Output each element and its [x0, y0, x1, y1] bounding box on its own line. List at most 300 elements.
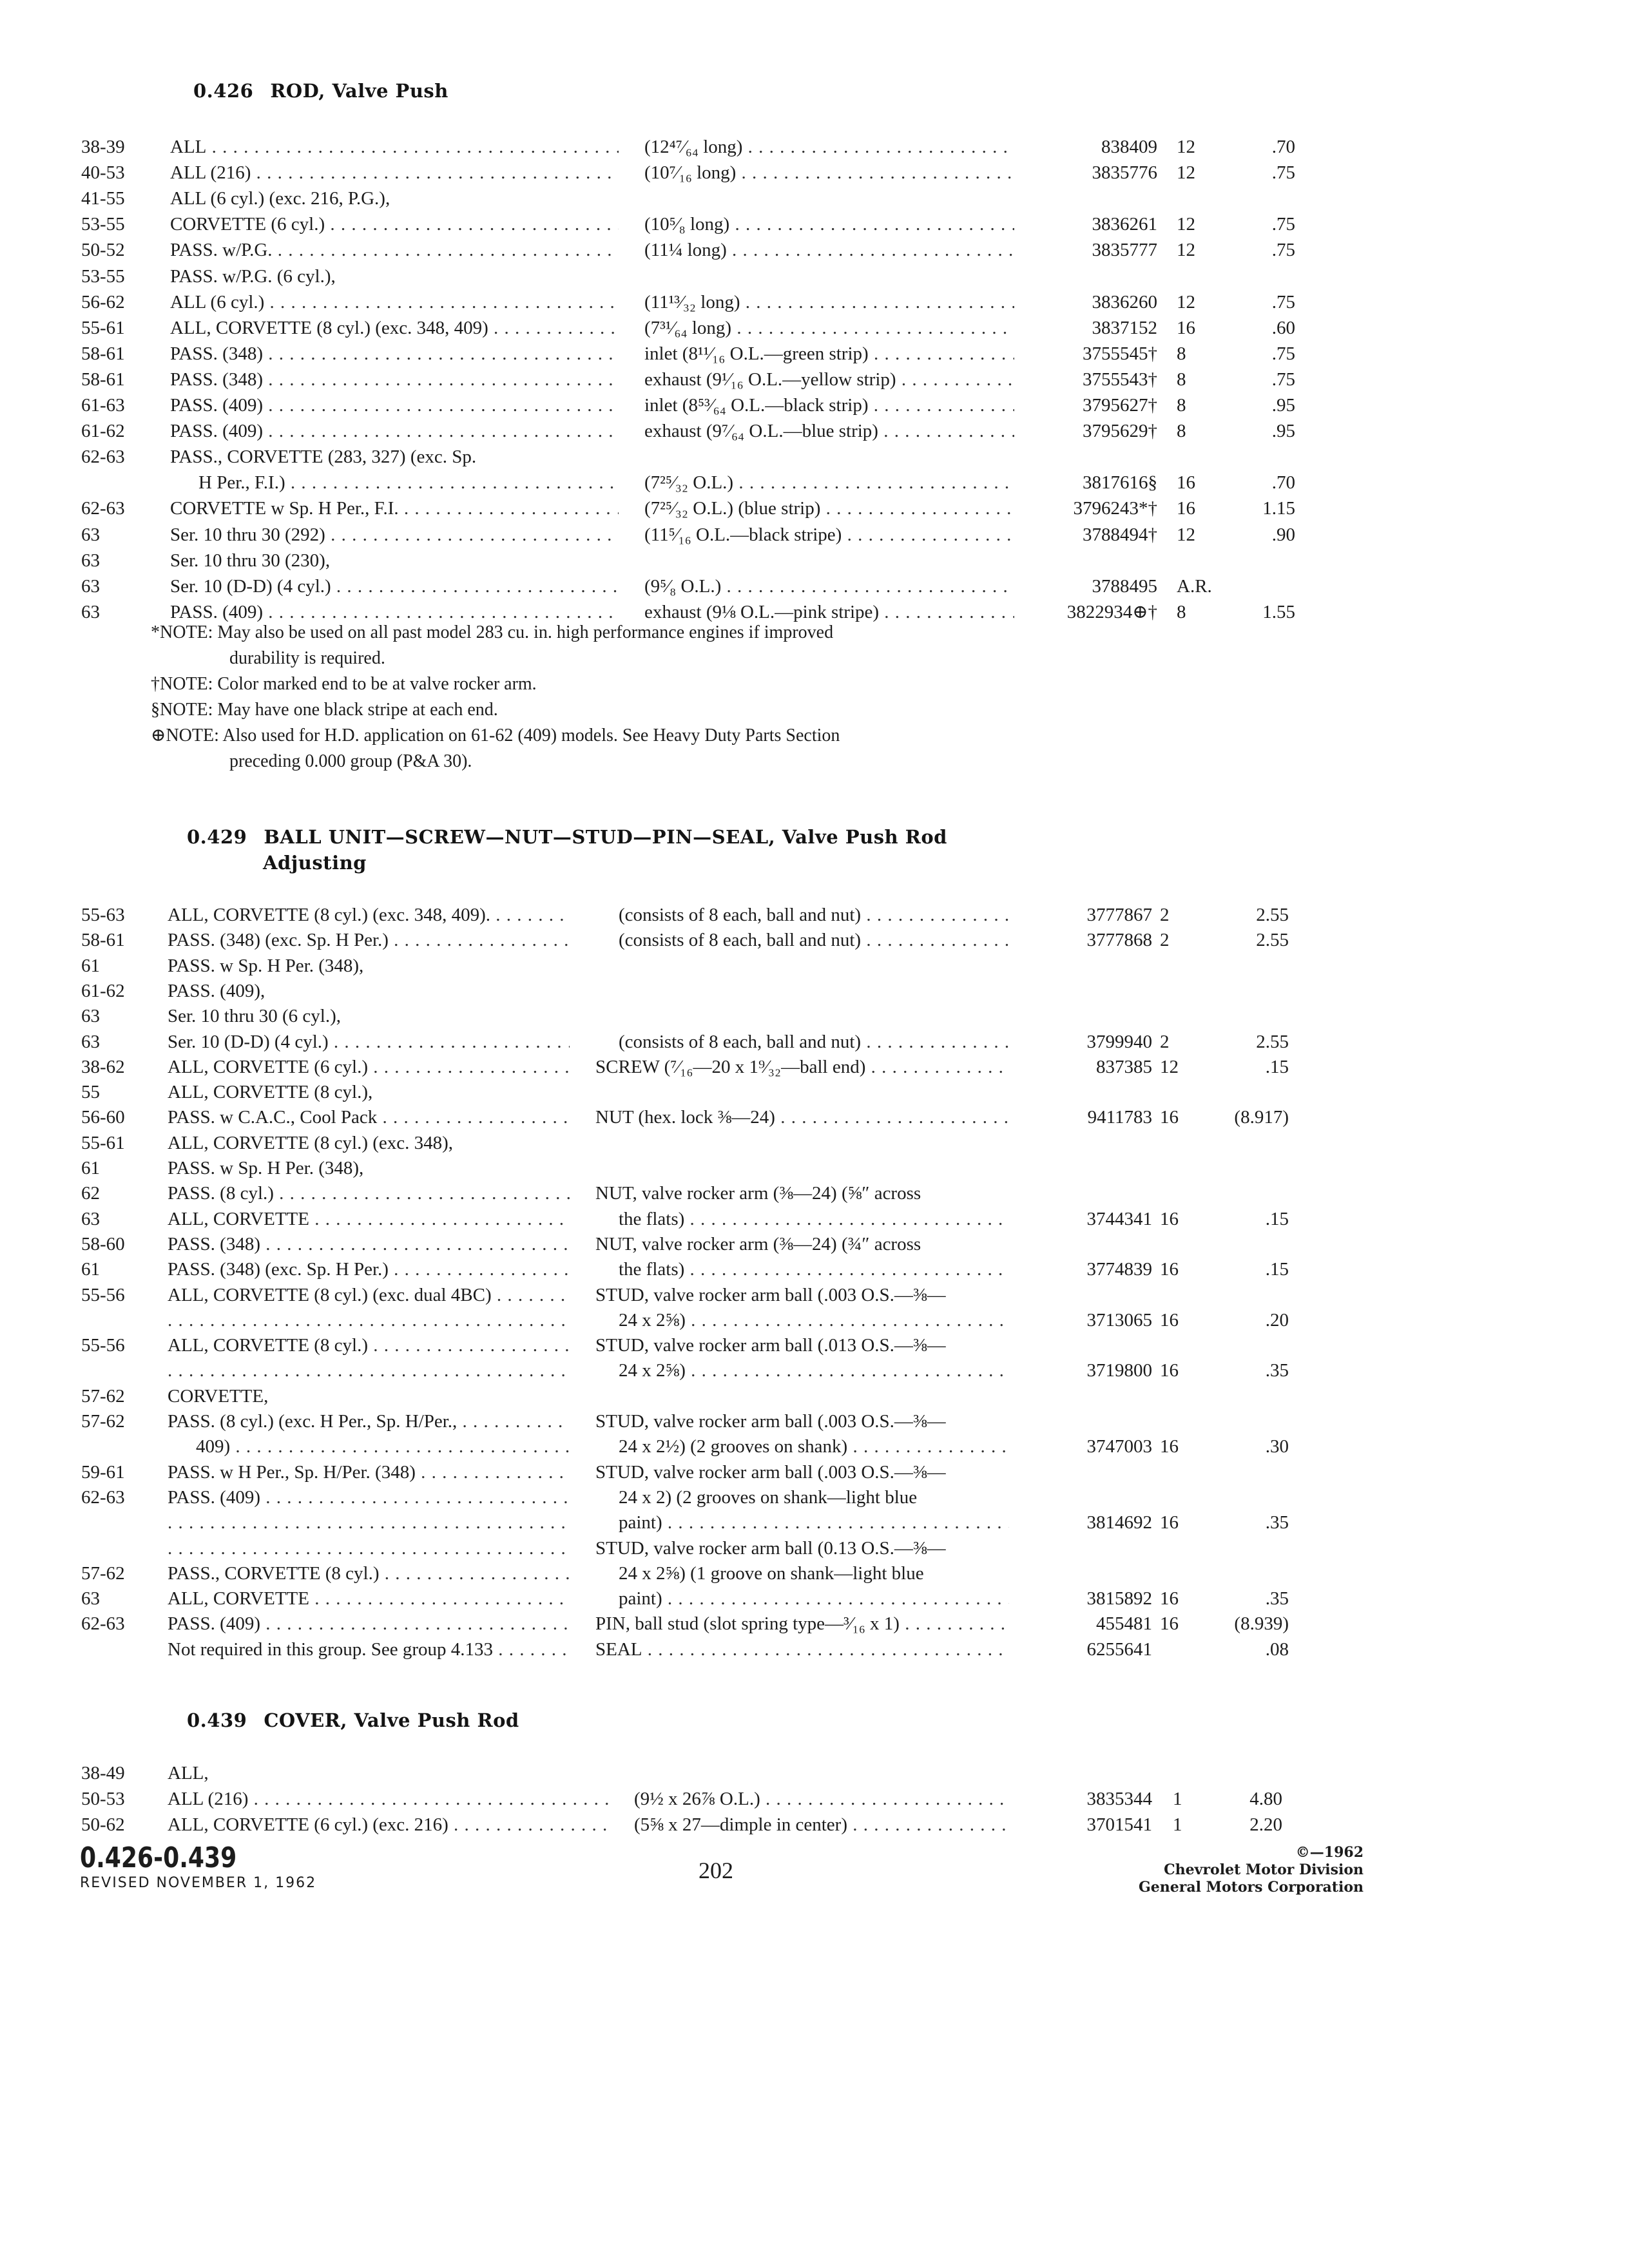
price: .35	[1265, 1588, 1289, 1610]
table-row	[0, 1535, 1629, 1561]
model-years: 58-61	[81, 930, 125, 951]
price: 4.80	[1249, 1789, 1282, 1809]
description: (7³¹⁄₆₄ long) . . .	[644, 315, 1014, 341]
price: 2.55	[1256, 1031, 1289, 1052]
table-row	[0, 573, 1629, 599]
application: Ser. 10 thru 30 (292) . . .	[170, 522, 619, 548]
table-row	[0, 444, 1629, 470]
application: Ser. 10 thru 30 (6 cyl.),	[168, 1006, 342, 1027]
part-number: 3835344	[1086, 1789, 1152, 1809]
section-heading	[193, 80, 448, 102]
application: PASS., CORVETTE (283, 327) (exc. Sp.	[170, 447, 477, 468]
application: PASS. (409) . . .	[168, 1611, 570, 1637]
description: (9⁵⁄₈ O.L.) . . .	[644, 573, 1014, 599]
table-row	[0, 1282, 1629, 1308]
application: ALL, CORVETTE (8 cyl.) . . .	[168, 1332, 570, 1358]
table-row	[0, 1561, 1629, 1586]
price: (8.917)	[1234, 1107, 1289, 1128]
part-number: 3701541	[1086, 1814, 1152, 1835]
table-row	[0, 1383, 1629, 1409]
application: PASS. w C.A.C., Cool Pack . . .	[168, 1104, 570, 1130]
quantity: 1	[1173, 1814, 1182, 1835]
description: (11⁵⁄₁₆ O.L.—black stripe) . . .	[644, 522, 1014, 548]
copyright-year: ©—1962	[1295, 1844, 1364, 1861]
table-row	[0, 1760, 1629, 1786]
price: 1.55	[1262, 601, 1295, 622]
model-years: 62	[81, 1183, 100, 1204]
model-years: 55	[81, 1082, 100, 1103]
description: inlet (8⁵³⁄₆₄ O.L.—black strip) . . .	[644, 392, 1014, 418]
model-years: 57-62	[81, 1411, 125, 1432]
quantity: 12	[1177, 240, 1195, 261]
description: NUT (hex. lock ⅜—24) . . .	[595, 1104, 1009, 1130]
page-number: 202	[699, 1858, 733, 1883]
description: exhaust (9⁷⁄₆₄ O.L.—blue strip) . . .	[644, 418, 1014, 444]
table-row	[0, 1332, 1629, 1358]
quantity: 2	[1160, 930, 1170, 951]
description: (7²⁵⁄₃₂ O.L.) . . .	[644, 470, 1014, 495]
application: ALL,	[168, 1763, 209, 1783]
application: PASS. (348) . . .	[170, 341, 619, 367]
price: .75	[1271, 162, 1295, 184]
quantity: 12	[1160, 1056, 1179, 1077]
application	[168, 1307, 570, 1333]
table-row	[0, 1130, 1629, 1156]
note-line: §NOTE: May have one black stripe at each end.	[151, 700, 498, 720]
note-line: *NOTE: May also be used on all past model 283 cu. in. high performance engines if improved	[151, 622, 834, 642]
model-years: 58-61	[81, 369, 125, 390]
description: STUD, valve rocker arm ball (.003 O.S.—⅜—	[595, 1411, 946, 1432]
section-heading	[187, 1709, 519, 1731]
quantity: 8	[1177, 395, 1186, 416]
part-number: 3799940	[1086, 1031, 1152, 1052]
model-years: 61	[81, 1158, 100, 1178]
table-row	[0, 237, 1629, 263]
model-years: 55-56	[81, 1335, 125, 1356]
quantity: 16	[1160, 1208, 1179, 1229]
part-number: 3777867	[1086, 905, 1152, 925]
quantity: 16	[1160, 1360, 1179, 1381]
table-row	[0, 902, 1629, 928]
description: 24 x 2⅝) . . .	[619, 1358, 1009, 1383]
application: PASS. w H Per., Sp. H/Per. (348) . . .	[168, 1459, 570, 1485]
description: 24 x 2) (2 grooves on shank—light blue	[619, 1486, 918, 1508]
description: STUD, valve rocker arm ball (0.13 O.S.—⅜—	[595, 1537, 946, 1559]
section-title-continued: Adjusting	[263, 852, 367, 874]
description: paint) . . .	[619, 1586, 1009, 1611]
application: ALL, CORVETTE . . .	[168, 1586, 570, 1611]
quantity: 2	[1160, 905, 1170, 925]
part-number: 3835777	[1092, 240, 1157, 261]
table-row	[0, 1510, 1629, 1535]
model-years: 63	[81, 1006, 100, 1027]
price: .75	[1271, 369, 1295, 390]
part-number: 3836261	[1092, 214, 1157, 235]
price: (8.939)	[1234, 1613, 1289, 1635]
model-years: 56-62	[81, 291, 125, 312]
application: ALL, CORVETTE (8 cyl.) (exc. dual 4BC) . . .	[168, 1282, 570, 1308]
application: PASS. w Sp. H Per. (348),	[168, 955, 364, 976]
quantity: 12	[1177, 524, 1195, 545]
table-row	[0, 1054, 1629, 1080]
description: STUD, valve rocker arm ball (.003 O.S.—⅜—	[595, 1461, 946, 1483]
note-line: durability is required.	[229, 648, 385, 668]
price: .60	[1271, 317, 1295, 338]
model-years: 63	[81, 1031, 100, 1052]
quantity: 16	[1177, 472, 1195, 494]
application: Ser. 10 thru 30 (230),	[170, 550, 331, 571]
description: (5⅝ x 27—dimple in center) . . .	[634, 1812, 1009, 1838]
model-years: 63	[81, 1588, 100, 1610]
quantity: 16	[1160, 1436, 1179, 1457]
part-number: 3795629†	[1083, 421, 1157, 442]
model-years: 61	[81, 1259, 100, 1280]
price: .15	[1265, 1056, 1289, 1077]
table-row	[0, 264, 1629, 289]
model-years: 38-39	[81, 137, 125, 157]
table-row	[0, 1459, 1629, 1485]
quantity: 2	[1160, 1031, 1170, 1052]
description: the flats) . . .	[619, 1206, 1009, 1232]
table-row	[0, 1812, 1629, 1838]
model-years: 62-63	[81, 1613, 125, 1635]
description: inlet (8¹¹⁄₁₆ O.L.—green strip) . . .	[644, 341, 1014, 367]
model-years: 63	[81, 550, 100, 571]
description: paint) . . .	[619, 1510, 1009, 1535]
application: PASS. (348) . . .	[168, 1231, 570, 1257]
application	[168, 1535, 570, 1561]
model-years: 63	[81, 1208, 100, 1229]
application: Not required in this group. See group 4.133 . . .	[168, 1637, 570, 1662]
quantity: 8	[1177, 601, 1186, 622]
model-years: 38-62	[81, 1056, 125, 1077]
table-row	[0, 1358, 1629, 1383]
quantity: 16	[1160, 1613, 1179, 1635]
application: Ser. 10 (D-D) (4 cyl.) . . .	[170, 573, 619, 599]
quantity: 8	[1177, 369, 1186, 390]
model-years: 50-53	[81, 1789, 125, 1809]
model-years: 62-63	[81, 1486, 125, 1508]
description: STUD, valve rocker arm ball (.013 O.S.—⅜—	[595, 1335, 946, 1356]
application: ALL (216) . . .	[170, 160, 619, 186]
application: PASS., CORVETTE (8 cyl.) . . .	[168, 1561, 570, 1586]
description: SCREW (⁷⁄₁₆—20 x 1⁹⁄₃₂—ball end) . . .	[595, 1054, 1009, 1080]
description: (12⁴⁷⁄₆₄ long) . . .	[644, 134, 1014, 160]
quantity: 16	[1177, 498, 1195, 519]
model-years: 53-55	[81, 214, 125, 235]
part-number: 3788495	[1092, 575, 1157, 597]
table-row	[0, 1256, 1629, 1282]
table-row	[0, 418, 1629, 444]
table-row	[0, 1434, 1629, 1459]
model-years: 53-55	[81, 265, 125, 287]
quantity: 12	[1177, 214, 1195, 235]
description: NUT, valve rocker arm (⅜—24) (¾″ across	[595, 1233, 921, 1254]
corporation-name: General Motors Corporation	[1138, 1879, 1364, 1896]
table-row	[0, 289, 1629, 315]
table-row	[0, 1307, 1629, 1333]
description: (9½ x 26⅞ O.L.) . . .	[634, 1786, 1009, 1812]
part-number: 3788494†	[1083, 524, 1157, 545]
part-number: 3713065	[1086, 1309, 1152, 1331]
application: PASS. (348) (exc. Sp. H Per.) . . .	[168, 927, 570, 953]
quantity: 16	[1160, 1309, 1179, 1331]
group-range: 0.426-0.439	[80, 1841, 237, 1874]
application: ALL, CORVETTE (6 cyl.) (exc. 216) . . .	[168, 1812, 608, 1838]
table-row	[0, 186, 1629, 211]
part-number: 838409	[1101, 137, 1157, 157]
table-row	[0, 1104, 1629, 1130]
table-row	[0, 1206, 1629, 1232]
description: 24 x 2⅝) (1 groove on shank—light blue	[619, 1562, 924, 1584]
quantity: 8	[1177, 343, 1186, 364]
table-row	[0, 315, 1629, 341]
application: ALL, CORVETTE (6 cyl.) . . .	[168, 1054, 570, 1080]
description: 24 x 2½) (2 grooves on shank) . . .	[619, 1434, 1009, 1459]
price: .90	[1271, 524, 1295, 545]
table-row	[0, 367, 1629, 392]
application: ALL, CORVETTE (8 cyl.) (exc. 348, 409). . . .	[168, 902, 570, 928]
table-row	[0, 1003, 1629, 1029]
table-row	[0, 548, 1629, 573]
application: ALL (6 cyl.) (exc. 216, P.G.),	[170, 188, 390, 209]
price: .70	[1271, 137, 1295, 157]
application: ALL, CORVETTE (8 cyl.),	[168, 1082, 373, 1103]
model-years: 38-49	[81, 1763, 125, 1783]
application: H Per., F.I.) . . .	[198, 470, 619, 495]
application: PASS. (409) . . .	[170, 392, 619, 418]
price: .35	[1265, 1512, 1289, 1533]
description: (consists of 8 each, ball and nut) . . .	[619, 902, 1009, 928]
section-heading	[187, 826, 947, 874]
table-row	[0, 1231, 1629, 1257]
table-row	[0, 1155, 1629, 1181]
part-number: 837385	[1096, 1056, 1152, 1077]
quantity: 16	[1160, 1259, 1179, 1280]
application: ALL . . .	[170, 134, 619, 160]
description: SEAL . . .	[595, 1637, 1009, 1662]
price: .15	[1265, 1259, 1289, 1280]
description: (11¼ long) . . .	[644, 237, 1014, 263]
part-number: 3817616§	[1083, 472, 1157, 494]
quantity: A.R.	[1177, 575, 1212, 597]
model-years: 61-63	[81, 395, 125, 416]
price: .95	[1271, 395, 1295, 416]
model-years: 63	[81, 575, 100, 597]
price: .15	[1265, 1208, 1289, 1229]
model-years: 58-60	[81, 1233, 125, 1254]
application: ALL, CORVETTE . . .	[168, 1206, 570, 1232]
table-row	[0, 522, 1629, 548]
application: Ser. 10 (D-D) (4 cyl.) . . .	[168, 1029, 570, 1055]
table-row	[0, 1611, 1629, 1637]
quantity: 16	[1177, 317, 1195, 338]
table-row	[0, 1637, 1629, 1662]
model-years: 41-55	[81, 188, 125, 209]
table-row	[0, 211, 1629, 237]
part-number: 3747003	[1086, 1436, 1152, 1457]
price: .75	[1271, 291, 1295, 312]
quantity: 12	[1177, 162, 1195, 184]
application: CORVETTE w Sp. H Per., F.I. . . .	[170, 495, 619, 521]
model-years: 63	[81, 601, 100, 622]
table-row	[0, 927, 1629, 953]
price: .20	[1265, 1309, 1289, 1331]
application: 409) . . .	[196, 1434, 570, 1459]
model-years: 50-62	[81, 1814, 125, 1835]
part-number: 3755543†	[1083, 369, 1157, 390]
section-number: 0.429	[187, 826, 247, 848]
table-row	[0, 134, 1629, 160]
part-number: 3836260	[1092, 291, 1157, 312]
section-title: ROD, Valve Push	[270, 80, 448, 102]
table-row	[0, 1786, 1629, 1812]
application: ALL, CORVETTE (8 cyl.) (exc. 348),	[168, 1132, 454, 1153]
application: PASS. (8 cyl.) . . .	[168, 1180, 570, 1206]
description: 24 x 2⅝) . . .	[619, 1307, 1009, 1333]
part-number: 3835776	[1092, 162, 1157, 184]
price: 2.55	[1256, 905, 1289, 925]
part-number: 3796243*†	[1073, 498, 1157, 519]
table-row	[0, 1485, 1629, 1510]
model-years: 55-61	[81, 317, 125, 338]
model-years: 57-62	[81, 1385, 125, 1407]
model-years: 56-60	[81, 1107, 125, 1128]
part-number: 6255641	[1086, 1639, 1152, 1660]
description: (10⁷⁄₁₆ long) . . .	[644, 160, 1014, 186]
quantity: 16	[1160, 1107, 1179, 1128]
quantity: 8	[1177, 421, 1186, 442]
model-years: 63	[81, 524, 100, 545]
application: PASS. w/P.G. (6 cyl.),	[170, 265, 336, 287]
application: PASS. (8 cyl.) (exc. H Per., Sp. H/Per., . . .	[168, 1408, 570, 1434]
application: PASS. (348) . . .	[170, 367, 619, 392]
application: CORVETTE (6 cyl.) . . .	[170, 211, 619, 237]
table-row	[0, 341, 1629, 367]
model-years: 55-56	[81, 1284, 125, 1305]
quantity: 1	[1173, 1789, 1182, 1809]
model-years: 61-62	[81, 421, 125, 442]
part-number: 3755545†	[1083, 343, 1157, 364]
division-name: Chevrolet Motor Division	[1164, 1861, 1364, 1878]
model-years: 59-61	[81, 1461, 125, 1483]
table-row	[0, 470, 1629, 495]
quantity: 16	[1160, 1588, 1179, 1610]
section-number: 0.439	[187, 1709, 247, 1731]
model-years: 61	[81, 955, 100, 976]
application: ALL, CORVETTE (8 cyl.) (exc. 348, 409) . . .	[170, 315, 619, 341]
table-row	[0, 1079, 1629, 1105]
application: PASS. (409) . . .	[168, 1485, 570, 1510]
table-row	[0, 160, 1629, 186]
part-number: 3814692	[1086, 1512, 1152, 1533]
notes-block	[151, 620, 840, 774]
section-title: BALL UNIT—SCREW—NUT—STUD—PIN—SEAL, Valve Push Rod	[264, 826, 947, 848]
section-number: 0.426	[193, 80, 254, 102]
application: PASS. (348) (exc. Sp. H Per.) . . .	[168, 1256, 570, 1282]
table-row	[0, 495, 1629, 521]
table-row	[0, 1586, 1629, 1611]
table-row	[0, 978, 1629, 1004]
part-number: 3719800	[1086, 1360, 1152, 1381]
model-years: 50-52	[81, 240, 125, 261]
model-years: 55-63	[81, 905, 125, 925]
application: PASS. w Sp. H Per. (348),	[168, 1158, 364, 1178]
price: .70	[1271, 472, 1295, 494]
model-years: 55-61	[81, 1132, 125, 1153]
description: (10⁵⁄₈ long) . . .	[644, 211, 1014, 237]
part-number: 3744341	[1086, 1208, 1152, 1229]
quantity: 12	[1177, 137, 1195, 157]
description: the flats) . . .	[619, 1256, 1009, 1282]
model-years: 58-61	[81, 343, 125, 364]
note-line: †NOTE: Color marked end to be at valve rocker arm.	[151, 674, 537, 694]
part-number: 3777868	[1086, 930, 1152, 951]
price: .95	[1271, 421, 1295, 442]
part-number: 3822934⊕†	[1066, 601, 1157, 622]
table-row	[0, 392, 1629, 418]
application: PASS. (409),	[168, 980, 265, 1001]
description: exhaust (9¹⁄₁₆ O.L.—yellow strip) . . .	[644, 367, 1014, 392]
price: 2.20	[1249, 1814, 1282, 1835]
model-years: 40-53	[81, 162, 125, 184]
part-number: 3815892	[1086, 1588, 1152, 1610]
application	[168, 1358, 570, 1383]
table-row	[0, 1408, 1629, 1434]
price: .75	[1271, 214, 1295, 235]
description: (7²⁵⁄₃₂ O.L.) (blue strip) . . .	[644, 495, 1014, 521]
table-row	[0, 1180, 1629, 1206]
revised-date: REVISED NOVEMBER 1, 1962	[80, 1875, 317, 1891]
description: (11¹³⁄₃₂ long) . . .	[644, 289, 1014, 315]
model-years: 62-63	[81, 447, 125, 468]
application: PASS. (409) . . .	[170, 599, 619, 625]
part-number: 455481	[1096, 1613, 1152, 1635]
description: (consists of 8 each, ball and nut) . . .	[619, 1029, 1009, 1055]
table-row	[0, 953, 1629, 979]
quantity: 12	[1177, 291, 1195, 312]
model-years: 62-63	[81, 498, 125, 519]
price: 1.15	[1262, 498, 1295, 519]
model-years: 61-62	[81, 980, 125, 1001]
section-title: COVER, Valve Push Rod	[264, 1709, 519, 1731]
part-number: 9411783	[1087, 1107, 1152, 1128]
description: PIN, ball stud (slot spring type—³⁄₁₆ x 1) . . .	[595, 1611, 1009, 1637]
price: .75	[1271, 240, 1295, 261]
application	[168, 1510, 570, 1535]
description: NUT, valve rocker arm (⅜—24) (⅝″ across	[595, 1183, 921, 1204]
part-number: 3774839	[1086, 1259, 1152, 1280]
description: (consists of 8 each, ball and nut) . . .	[619, 927, 1009, 953]
application: ALL (6 cyl.) . . .	[170, 289, 619, 315]
price: .08	[1265, 1639, 1289, 1660]
description: exhaust (9⅛ O.L.—pink stripe) . . .	[644, 599, 1014, 625]
price: .75	[1271, 343, 1295, 364]
copyright-block	[1139, 1844, 1364, 1896]
quantity: 16	[1160, 1512, 1179, 1533]
price: 2.55	[1256, 930, 1289, 951]
application: ALL (216) . . .	[168, 1786, 608, 1812]
application: PASS. (409) . . .	[170, 418, 619, 444]
price: .30	[1265, 1436, 1289, 1457]
part-number: 3795627†	[1083, 395, 1157, 416]
application: CORVETTE,	[168, 1385, 269, 1407]
table-row	[0, 1029, 1629, 1055]
description: STUD, valve rocker arm ball (.003 O.S.—⅜—	[595, 1284, 946, 1305]
price: .35	[1265, 1360, 1289, 1381]
model-years: 57-62	[81, 1562, 125, 1584]
application: PASS. w/P.G. . . .	[170, 237, 619, 263]
